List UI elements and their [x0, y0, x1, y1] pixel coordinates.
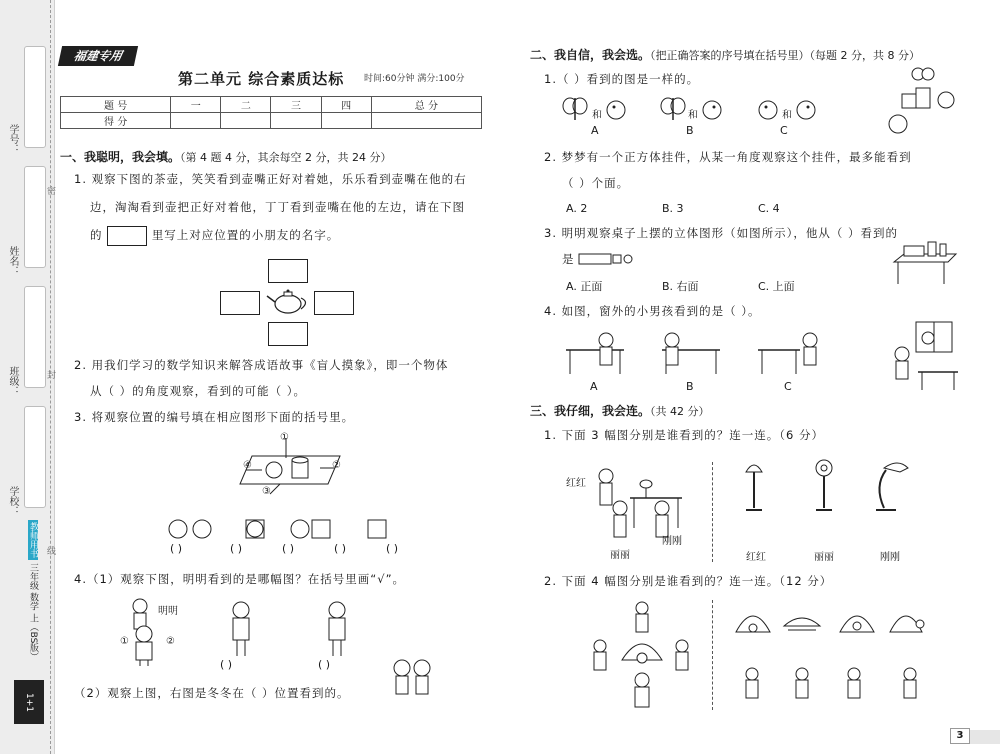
- s3-q1-right-ganggang: 刚刚: [880, 552, 900, 563]
- score-cell[interactable]: [171, 113, 221, 129]
- s3-q1-name-lili: 丽丽: [610, 550, 630, 561]
- section2-note: （把正确答案的序号填在括号里）（每题 2 分，共 8 分）: [650, 49, 920, 62]
- butterfly-icon: [660, 96, 686, 122]
- s2-q3-opt-c[interactable]: C. 上面: [758, 280, 795, 293]
- s2-q2-opt-a[interactable]: A. 2: [566, 202, 588, 215]
- table-child-icon: [564, 330, 628, 376]
- name-box: [24, 166, 46, 268]
- s2-q4-opt-c[interactable]: C: [784, 380, 792, 393]
- q3-answer-paren-5[interactable]: ( ): [386, 542, 399, 555]
- q3-view-label-4: ④: [243, 460, 252, 471]
- publisher-logo: 1+1: [14, 680, 44, 724]
- s2-q3-opt-a[interactable]: A. 正面: [566, 280, 603, 293]
- s2-q4: 4. 如图，窗外的小男孩看到的是（ ）。: [544, 304, 761, 318]
- s3-q1-divider: [712, 462, 713, 562]
- s2-q3-line2-text: 是: [562, 252, 575, 266]
- s2-q1-opt-a[interactable]: A: [591, 124, 599, 137]
- class-box: [24, 286, 46, 388]
- table-child-icon: [660, 330, 724, 376]
- time-score-meta: 时间:60分钟 满分:100分: [364, 74, 465, 84]
- s1-q1-line2: 边，淘淘看到壶把正好对着他，丁丁看到壶嘴在他的左边，请在下图: [90, 200, 465, 214]
- butterfly-icon: [562, 96, 588, 122]
- section2-title: 二、我自信，我会选。: [530, 48, 651, 62]
- score-cell: 四: [321, 97, 371, 113]
- s3-q1-right-lili: 丽丽: [814, 552, 834, 563]
- and-label-c: 和: [782, 110, 792, 121]
- school-label: 学校：: [7, 486, 18, 516]
- q3-answer-paren-1[interactable]: ( ): [170, 542, 183, 555]
- q3-view-label-3: ③: [262, 486, 271, 497]
- children-around-peacock-icon: [588, 600, 692, 710]
- score-table-header-row: [61, 97, 482, 113]
- score-cell[interactable]: [271, 113, 321, 129]
- s3-q1: 1. 下面 3 幅图分别是谁看到的？连一连。（6 分）: [544, 428, 824, 442]
- section3-heading: [530, 402, 710, 419]
- bird-icon: [756, 98, 780, 122]
- score-cell[interactable]: [321, 113, 371, 129]
- teapot-left-answer-box[interactable]: [220, 291, 260, 315]
- score-cell: 题 号: [61, 97, 171, 113]
- s2-q2-line2: （ ）个面。: [562, 176, 630, 190]
- page-number: 3: [950, 728, 970, 744]
- s2-q2-opt-c[interactable]: C. 4: [758, 202, 780, 215]
- cut-line: [50, 0, 51, 754]
- child-front-view-icon: [322, 600, 352, 658]
- peacock-view-icon: [838, 606, 876, 636]
- lamp-front-view-icon: [742, 458, 766, 514]
- s2-q1: 1.（ ）看到的图是一样的。: [544, 72, 700, 86]
- children-row-icon: [742, 666, 942, 702]
- s1-q1-line1: 1. 观察下图的茶壶，笑笑看到壶嘴正好对着她，乐乐看到壶嘴在他的右: [74, 172, 467, 186]
- s2-q1-opt-c[interactable]: C: [780, 124, 788, 137]
- section3-title: 三、我仔细，我会连。: [530, 404, 651, 418]
- s3-q2-divider: [712, 600, 713, 710]
- section2-heading: [530, 46, 920, 63]
- school-box: [24, 406, 46, 508]
- q4-answer-paren-2[interactable]: ( ): [318, 658, 331, 671]
- q4-answer-paren-1[interactable]: ( ): [220, 658, 233, 671]
- peacock-view-icon: [734, 606, 772, 636]
- s2-q4-opt-a[interactable]: A: [590, 380, 598, 393]
- s2-q1-opt-b[interactable]: B: [686, 124, 694, 137]
- position-label-1: ①: [120, 636, 129, 647]
- student-id-box: [24, 46, 46, 148]
- book-grade-subject: 三年级 数学 上（BS版）: [28, 562, 38, 662]
- score-table: [60, 96, 482, 129]
- teacher-book-tag: 教师用书: [28, 522, 38, 558]
- score-cell: 三: [271, 97, 321, 113]
- section1-heading: [60, 148, 391, 165]
- s1-q1-line3-b: 里写上对应位置的小朋友的名字。: [151, 228, 340, 242]
- teapot-bottom-answer-box[interactable]: [268, 322, 308, 346]
- s1-q3: 3. 将观察位置的编号填在相应图形下面的括号里。: [74, 410, 355, 424]
- teapot-icon: [264, 286, 312, 318]
- s2-q3-line1: 3. 明明观察桌子上摆的立体图形（如图所示），他从（ ）看到的: [544, 226, 899, 240]
- mingming-label: 明明: [158, 606, 178, 617]
- book-info: [22, 520, 38, 661]
- position-label-2: ②: [166, 636, 175, 647]
- bird-icon: [794, 98, 818, 122]
- table-child-icon: [756, 330, 820, 376]
- cut-mark-seal: 密: [45, 186, 55, 195]
- s1-q2-line1: 2. 用我们学习的数学知识来解答成语故事《盲人摸象》，即一个物体: [74, 358, 449, 372]
- score-cell: 二: [221, 97, 271, 113]
- view-shapes-icon: [578, 253, 634, 265]
- peacock-view-icon: [888, 606, 928, 636]
- score-cell[interactable]: [371, 113, 481, 129]
- bird-icon: [700, 98, 724, 122]
- section1-title: 一、我聪明，我会填。: [60, 150, 181, 164]
- score-table-score-row: [61, 113, 482, 129]
- q3-answer-paren-4[interactable]: ( ): [334, 542, 347, 555]
- q3-view-label-2: ②: [332, 460, 341, 471]
- child-back-view-icon: [226, 600, 256, 658]
- s3-q1-name-ganggang: 刚刚: [662, 536, 682, 547]
- bird-icon: [604, 98, 628, 122]
- page-strip: [970, 730, 1000, 744]
- s1-q1-line3-a: 的: [90, 228, 103, 242]
- s2-q2-opt-b[interactable]: B. 3: [662, 202, 684, 215]
- region-badge: 福建专用: [58, 46, 138, 66]
- cut-mark-line: 线: [45, 546, 55, 555]
- s2-q3-line2: [562, 246, 575, 272]
- section1-note: （第 4 题 4 分，其余每空 2 分，共 24 分）: [180, 151, 392, 164]
- scene-cubes-bird-butterfly-icon: [884, 64, 964, 138]
- teapot-right-answer-box[interactable]: [314, 291, 354, 315]
- window-boy-table-icon: [888, 320, 960, 392]
- s2-q4-opt-b[interactable]: B: [686, 380, 694, 393]
- s1-q1-line3: [90, 222, 339, 248]
- q3-answer-paren-3[interactable]: ( ): [282, 542, 295, 555]
- lamp-top-view-icon: [812, 458, 836, 514]
- s1-q4-1: 4.（1）观察下图，明明看到的是哪幅图？在括号里画“√”。: [74, 572, 406, 586]
- page-title: 第二单元 综合素质达标: [178, 70, 345, 88]
- lamp-side-view-icon: [870, 456, 910, 514]
- score-cell[interactable]: [221, 113, 271, 129]
- answer-box[interactable]: [107, 226, 147, 246]
- q3-view-shapes: [168, 518, 392, 542]
- two-children-icon: [388, 656, 436, 700]
- cut-mark-envelope: 封: [45, 370, 55, 379]
- name-label: 姓名：: [7, 246, 18, 276]
- student-id-label: 学号：: [7, 124, 18, 154]
- and-label-a: 和: [592, 110, 602, 121]
- score-cell: 总 分: [371, 97, 481, 113]
- class-label: 班级：: [7, 366, 18, 396]
- table-with-solids-icon: [890, 240, 960, 286]
- and-label-b: 和: [688, 110, 698, 121]
- score-cell: 一: [171, 97, 221, 113]
- section3-note: （共 42 分）: [650, 405, 710, 418]
- s3-q2: 2. 下面 4 幅图分别是谁看到的？连一连。（12 分）: [544, 574, 833, 588]
- teapot-top-answer-box[interactable]: [268, 259, 308, 283]
- binding-sidebar: [0, 0, 55, 754]
- s2-q2-line1: 2. 梦梦有一个正方体挂件，从某一角度观察这个挂件，最多能看到: [544, 150, 912, 164]
- q3-answer-paren-2[interactable]: ( ): [230, 542, 243, 555]
- s2-q3-opt-b[interactable]: B. 右面: [662, 280, 699, 293]
- s3-q1-name-honghong: 红红: [566, 478, 586, 489]
- peacock-view-icon: [782, 608, 822, 634]
- score-cell: 得 分: [61, 113, 171, 129]
- s3-q1-right-honghong: 红红: [746, 552, 766, 563]
- s1-q4-2: （2）观察上图，右图是冬冬在（ ）位置看到的。: [74, 686, 350, 700]
- q3-view-label-1: ①: [280, 432, 289, 443]
- s1-q2-line2: 从（ ）的角度观察，看到的可能（ ）。: [90, 384, 307, 398]
